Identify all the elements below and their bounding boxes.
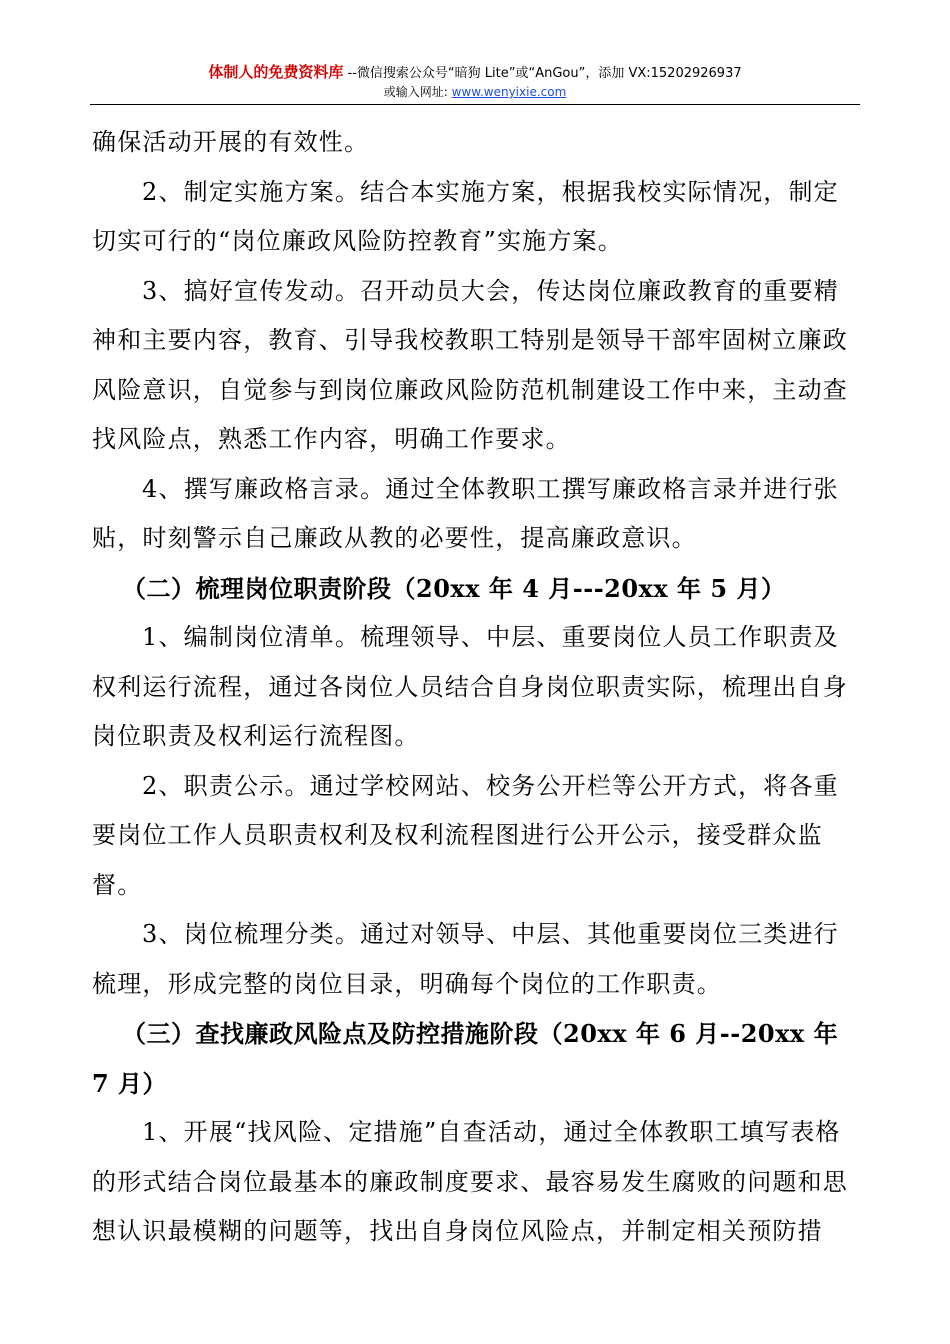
header-divider (90, 104, 860, 105)
page-header (0, 64, 950, 100)
header-url-prefix: 或输入网址: (383, 85, 448, 99)
section-heading: （三）查找廉政风险点及防控措施阶段（20xx 年 6 月--20xx 年 7 月） (92, 1019, 839, 1098)
header-brand: 体制人的免费资料库 (208, 63, 344, 81)
paragraph: 3、搞好宣传发动。召开动员大会，传达岗位廉政教育的重要精神和主要内容，教育、引导我校教职工特别是领导干部牢固树立廉政风险意识，自觉参与到岗位廉政风险防范机制建设工作中来，主动查找风险点，熟悉工作内容，明确工作要求。 (92, 276, 848, 453)
header-url-link[interactable]: www.wenyixie.com (451, 85, 567, 99)
document-body (92, 118, 860, 1257)
paragraph: 确保活动开展的有效性。 (92, 128, 370, 156)
paragraph: 2、职责公示。通过学校网站、校务公开栏等公开方式，将各重要岗位工作人员职责权利及权利流程图进行公开公示，接受群众监督。 (92, 771, 839, 899)
paragraph: 2、制定实施方案。结合本实施方案，根据我校实际情况，制定切实可行的“岗位廉政风险防控教育”实施方案。 (92, 177, 839, 255)
header-notice-line (0, 64, 950, 82)
header-notice: --微信搜索公众号“暗狗 Lite”或“AnGou”，添加 VX:15202926937 (343, 66, 742, 81)
section-heading: （二）梳理岗位职责阶段（20xx 年 4 月---20xx 年 5 月） (122, 573, 786, 603)
header-url-line (0, 84, 950, 100)
paragraph: 4、撰写廉政格言录。通过全体教职工撰写廉政格言录并进行张贴，时刻警示自己廉政从教的必要性，提高廉政意识。 (92, 474, 839, 552)
paragraph: 3、岗位梳理分类。通过对领导、中层、其他重要岗位三类进行梳理，形成完整的岗位目录，明确每个岗位的工作职责。 (92, 920, 839, 998)
paragraph: 1、开展“找风险、定措施”自查活动，通过全体教职工填写表格的形式结合岗位最基本的廉政制度要求、最容易发生腐败的问题和思想认识最模糊的问题等，找出自身岗位风险点，并制定相关预防措 (92, 1118, 848, 1245)
paragraph: 1、编制岗位清单。梳理领导、中层、重要岗位人员工作职责及权利运行流程，通过各岗位人员结合自身岗位职责实际，梳理出自身岗位职责及权利运行流程图。 (92, 623, 848, 750)
